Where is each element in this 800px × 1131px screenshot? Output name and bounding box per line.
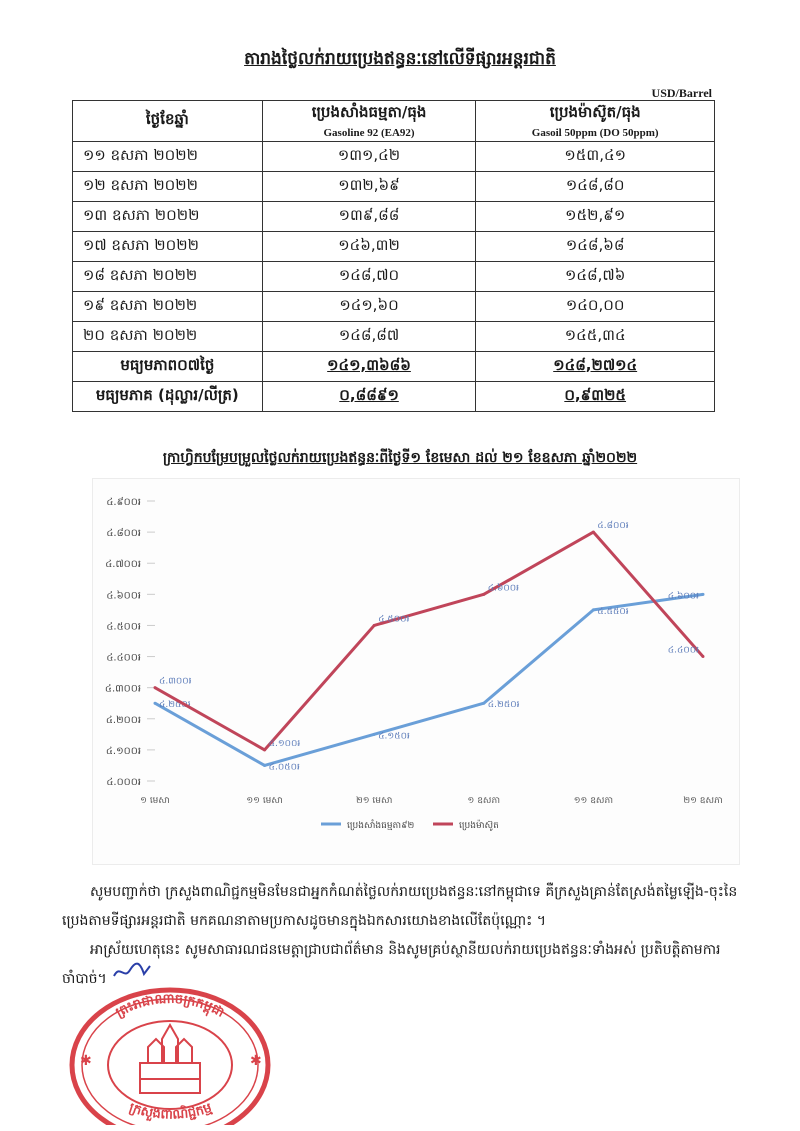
- x-tick-label: ២១ មេសា: [355, 796, 393, 806]
- legend-label: ប្រេងម៉ាស៊ូត: [459, 821, 499, 831]
- data-point: [482, 702, 485, 705]
- average-liter-gasoline: ០,៨៨៩១: [339, 385, 399, 404]
- header-diesel: [476, 101, 715, 142]
- header-gasoline: [262, 101, 476, 142]
- average-liter-diesel: ០,៩៣២៥: [564, 385, 627, 404]
- row-diesel: ១៥២,៩១: [476, 202, 715, 232]
- table-row: [73, 202, 715, 232]
- table-row: [73, 262, 715, 292]
- table-row: [73, 172, 715, 202]
- table-header-row: [73, 101, 715, 142]
- row-diesel: ១៤៨,៧៦: [476, 262, 715, 292]
- row-diesel: ១៤៨,៦៨: [476, 232, 715, 262]
- data-label: ៤.៦០០៛: [487, 583, 520, 594]
- svg-text:ក្រសួងពាណិជ្ជកម្ម: [127, 1100, 214, 1122]
- data-point: [592, 608, 595, 611]
- data-point: [482, 593, 485, 596]
- document-title: តារាងថ្លៃលក់រាយប្រេងឥន្ធនៈនៅលើទីផ្សារអន្តរជាតិ: [244, 49, 556, 69]
- row-date: ២០ ឧសភា ២០២២: [73, 322, 263, 352]
- seal-star-icon: ✱: [250, 1053, 262, 1069]
- y-tick-label: ៤.០០០៛: [106, 777, 141, 788]
- signature: [112, 960, 152, 982]
- row-date: ១២ ឧសភា ២០២២: [73, 172, 263, 202]
- y-tick-label: ៤.៣០០៛: [104, 683, 141, 695]
- average-liter-label: មធ្យមភាគ (ដុល្លារ/លីត្រ): [73, 382, 263, 412]
- price-table: [72, 100, 715, 412]
- notice-paragraph-2: អាស្រ័យហេតុនេះ សូមសាធារណជនមេត្តាជ្រាបជាព័ត៌មាន និងសូមគ្រប់ស្ថានីយលក់រាយប្រេងឥន្ធនៈទាំងអស់ ប្រតិបត្តិតាមការចាំបាច់។: [62, 942, 721, 987]
- header-diesel-sub: Gasoil 50ppm (DO 50ppm): [531, 127, 659, 139]
- average-7day-label: មធ្យមភាព០៧ថ្ងៃ: [73, 352, 263, 382]
- data-label: ៤.៦០០៛: [667, 591, 699, 602]
- x-tick-label: ១១ មេសា: [246, 796, 283, 806]
- row-diesel: ១៤០,០០: [476, 292, 715, 322]
- header-gasoline-sub: Gasoline 92 (EA92): [323, 127, 415, 139]
- data-label: ៤.១០០៛: [268, 738, 301, 749]
- data-point: [263, 748, 266, 751]
- data-point: [592, 531, 595, 534]
- seal-bottom-text: ក្រសួងពាណិជ្ជកម្ម: [127, 1100, 214, 1123]
- x-tick-label: ២១ ឧសភា: [683, 796, 723, 806]
- data-label: ៤.៥៥០៛: [597, 606, 629, 617]
- table-row: [73, 142, 715, 172]
- data-point: [702, 655, 705, 658]
- row-gasoline: ១៣១,៤២: [262, 142, 476, 172]
- data-label: ៤.៤០០៛: [667, 645, 699, 656]
- table-row: [73, 232, 715, 262]
- data-label: ៤.៨០០៛: [597, 521, 629, 532]
- table-row: [73, 292, 715, 322]
- header-diesel-label: ប្រេងម៉ាស៊ូត/ធុង: [549, 103, 641, 121]
- seal-star-icon: ✱: [80, 1053, 92, 1069]
- notice-paragraph-1: សូមបញ្ជាក់ថា ក្រសួងពាណិជ្ជកម្មមិនមែនជាអ្នកកំណត់ថ្លៃលក់រាយប្រេងឥន្ធនៈនៅកម្ពុជាទេ គឺក្រសួងគ្រាន់តែស្រង់តម្លៃឡើង-ចុះនៃប្រេងតាមទីផ្សារអន្តរជាតិ មកគណនាតាមប្រកាសដូចមានក្នុងឯកសារយោងខាងលើតែប៉ុណ្ណោះ ។: [62, 884, 738, 929]
- y-tick-label: ៤.៩០០៛: [106, 497, 141, 508]
- row-gasoline: ១៤៨,៨៧: [262, 322, 476, 352]
- row-gasoline: ១៤៦,៣២: [262, 232, 476, 262]
- data-point: [263, 764, 266, 767]
- average-7day-row: [73, 352, 715, 382]
- row-diesel: ១៤៨,៨០: [476, 172, 715, 202]
- data-label: ៤.០៥០៛: [268, 762, 300, 773]
- y-tick-label: ៤.៥០០៛: [106, 621, 141, 633]
- header-date: ថ្ងៃខែឆ្នាំ: [73, 101, 263, 142]
- data-label: ៤.២៥០៛: [487, 700, 520, 711]
- row-gasoline: ១៤១,៦០: [262, 292, 476, 322]
- average-7day-diesel: ១៤៨,២៧១៤: [553, 355, 638, 374]
- row-date: ១៨ ឧសភា ២០២២: [73, 262, 263, 292]
- row-date: ១៧ ឧសភា ២០២២: [73, 232, 263, 262]
- x-tick-label: ១ ឧសភា: [467, 796, 501, 806]
- y-tick-label: ៤.១០០៛: [105, 745, 141, 757]
- price-chart: [92, 478, 740, 865]
- row-date: ១១ ឧសភា ២០២២: [73, 142, 263, 172]
- row-date: ១៣ ឧសភា ២០២២: [73, 202, 263, 232]
- unit-label: USD/Barrel: [651, 86, 712, 100]
- temple-icon: [140, 1025, 200, 1093]
- row-gasoline: ១៣៩,៨៨: [262, 202, 476, 232]
- row-date: ១៩ ឧសភា ២០២២: [73, 292, 263, 322]
- row-gasoline: ១៣២,៦៩: [262, 172, 476, 202]
- row-diesel: ១៥៣,៤១: [476, 142, 715, 172]
- table-row: [73, 322, 715, 352]
- data-point: [154, 686, 157, 689]
- data-label: ៤.៥០០៛: [378, 614, 410, 625]
- price-chart-svg: [93, 479, 739, 864]
- data-point: [154, 702, 157, 705]
- header-gasoline-label: ប្រេងសាំងធម្មតា/ធុង: [311, 103, 427, 121]
- average-7day-gasoline: ១៤១,៣៦៨៦: [327, 355, 411, 374]
- y-tick-label: ៤.៨០០៛: [106, 528, 141, 540]
- data-point: [373, 733, 376, 736]
- row-gasoline: ១៤៨,៧០: [262, 262, 476, 292]
- average-liter-row: [73, 382, 715, 412]
- y-tick-label: ៤.៧០០៛: [105, 559, 141, 571]
- official-seal: [68, 985, 273, 1125]
- data-label: ៤.៣០០៛: [159, 676, 192, 687]
- x-tick-label: ១១ ឧសភា: [573, 796, 614, 806]
- series-line-gasoline: [155, 594, 703, 765]
- y-tick-label: ៤.៦០០៛: [106, 590, 141, 602]
- y-tick-label: ៤.៤០០៛: [106, 652, 141, 664]
- data-point: [373, 624, 376, 627]
- data-point: [702, 593, 705, 596]
- chart-title: ក្រាហ្វិកបម្រែបម្រួលថ្លៃលក់រាយប្រេងឥន្ធនៈពីថ្ងៃទី១ ខែមេសា ដល់ ២១ ខែឧសភា ឆ្នាំ២០២២: [162, 450, 638, 466]
- legend-label: ប្រេងសាំងធម្មតា៩២: [347, 821, 415, 831]
- data-label: ៤.១៥០៛: [378, 731, 410, 742]
- row-diesel: ១៤៥,៣៤: [476, 322, 715, 352]
- seal-top-text: ព្រះរាជាណាចក្រកម្ពុជា: [113, 991, 227, 1021]
- y-tick-label: ៤.២០០៛: [105, 714, 141, 726]
- x-tick-label: ១ មេសា: [140, 796, 170, 806]
- data-label: ៤.២៥០៛: [159, 700, 191, 711]
